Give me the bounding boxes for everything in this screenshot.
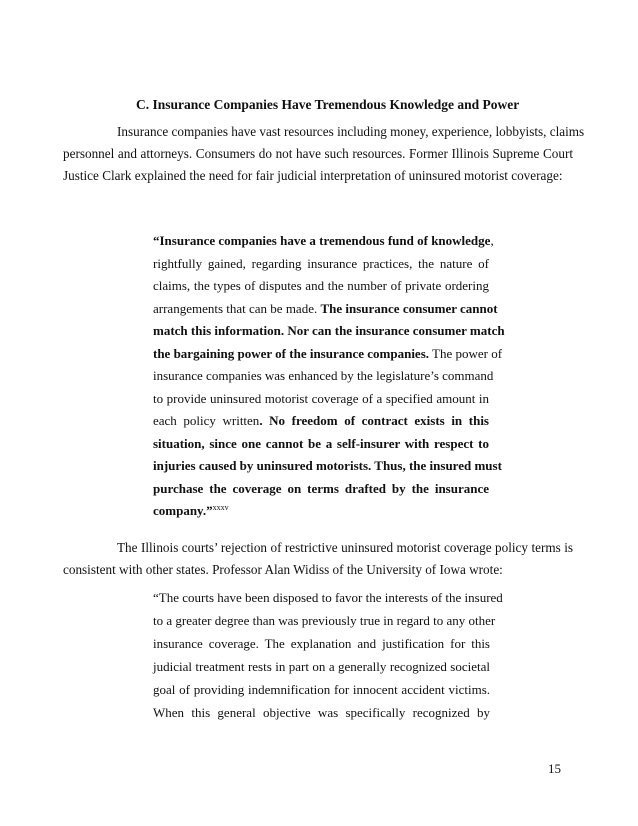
quote-segment: the bargaining power of the insurance companies. bbox=[153, 345, 430, 361]
quote-line bbox=[153, 275, 489, 298]
section-heading: C. Insurance Companies Have Tremendous Knowledge and Power bbox=[136, 97, 520, 112]
quote-segment: arrangements that can be made. bbox=[153, 300, 321, 316]
quote-line bbox=[153, 455, 502, 478]
quote-segment: . No freedom of contract exists in this bbox=[259, 413, 489, 428]
quote-line bbox=[153, 365, 494, 388]
quote-segment: The insurance consumer cannot bbox=[320, 300, 498, 316]
quote-line: “The courts have been disposed to favor the interests of the insured bbox=[153, 590, 503, 605]
quote-segment: , bbox=[490, 233, 494, 248]
quote-segment: claims, the types of disputes and the number of private ordering bbox=[153, 278, 489, 293]
quote-line bbox=[153, 230, 494, 253]
quote-segment: each policy written bbox=[153, 413, 260, 428]
quote-line: goal of providing indemnification for innocent accident victims. bbox=[153, 682, 490, 697]
quote-line bbox=[153, 410, 489, 433]
quote-line bbox=[153, 343, 503, 366]
quote-line: When this general objective was specifically recognized by bbox=[153, 705, 490, 720]
intro-paragraph bbox=[63, 121, 585, 187]
paragraph-line: The Illinois courts’ rejection of restrictive uninsured motorist coverage policy terms is bbox=[117, 540, 573, 555]
quote-line bbox=[153, 478, 489, 501]
quote-line: insurance coverage. The explanation and justification for this bbox=[153, 636, 490, 651]
block-quote-widiss bbox=[153, 586, 503, 724]
quote-line bbox=[153, 298, 498, 321]
quote-line: judicial treatment rests in part on a generally recognized societal bbox=[153, 659, 490, 674]
quote-segment: to provide uninsured motorist coverage of a specified amount in bbox=[153, 390, 489, 406]
quote-segment: insurance companies was enhanced by the legislature’s command bbox=[153, 368, 494, 383]
quote-line bbox=[153, 433, 489, 456]
quote-line: to a greater degree than was previously true in regard to any other bbox=[153, 613, 496, 628]
quote-segment: purchase the coverage on terms drafted by the insurance bbox=[153, 480, 489, 496]
paragraph-line: Insurance companies have vast resources including money, experience, lobbyists, claims bbox=[117, 124, 585, 139]
quote-segment: situation, since one cannot be a self-insurer with respect to bbox=[153, 435, 489, 451]
second-paragraph bbox=[63, 537, 573, 581]
paragraph-line: consistent with other states. Professor Alan Widiss of the University of Iowa wrote: bbox=[63, 562, 503, 577]
quote-segment: rightfully gained, regarding insurance practices, the nature of bbox=[153, 255, 489, 271]
quote-segment: company.” bbox=[153, 503, 213, 518]
footnote-marker: xxxv bbox=[212, 503, 229, 512]
paragraph-line: personnel and attorneys. Consumers do not have such resources. Former Illinois Supreme Court bbox=[63, 146, 573, 161]
block-quote-clark bbox=[153, 230, 505, 523]
quote-line bbox=[153, 500, 489, 523]
page-number: 15 bbox=[548, 761, 561, 776]
quote-segment: The power of bbox=[429, 345, 503, 361]
paragraph-line: Justice Clark explained the need for fair judicial interpretation of uninsured motorist coverage: bbox=[63, 168, 563, 183]
quote-segment: match this information. Nor can the insurance consumer match bbox=[153, 323, 505, 338]
quote-line bbox=[153, 320, 505, 343]
quote-segment: injuries caused by uninsured motorists. Thus, the insured must bbox=[153, 458, 502, 473]
quote-line bbox=[153, 253, 489, 276]
quote-segment: “Insurance companies have a tremendous fund of knowledge bbox=[153, 233, 491, 248]
quote-line bbox=[153, 388, 489, 411]
